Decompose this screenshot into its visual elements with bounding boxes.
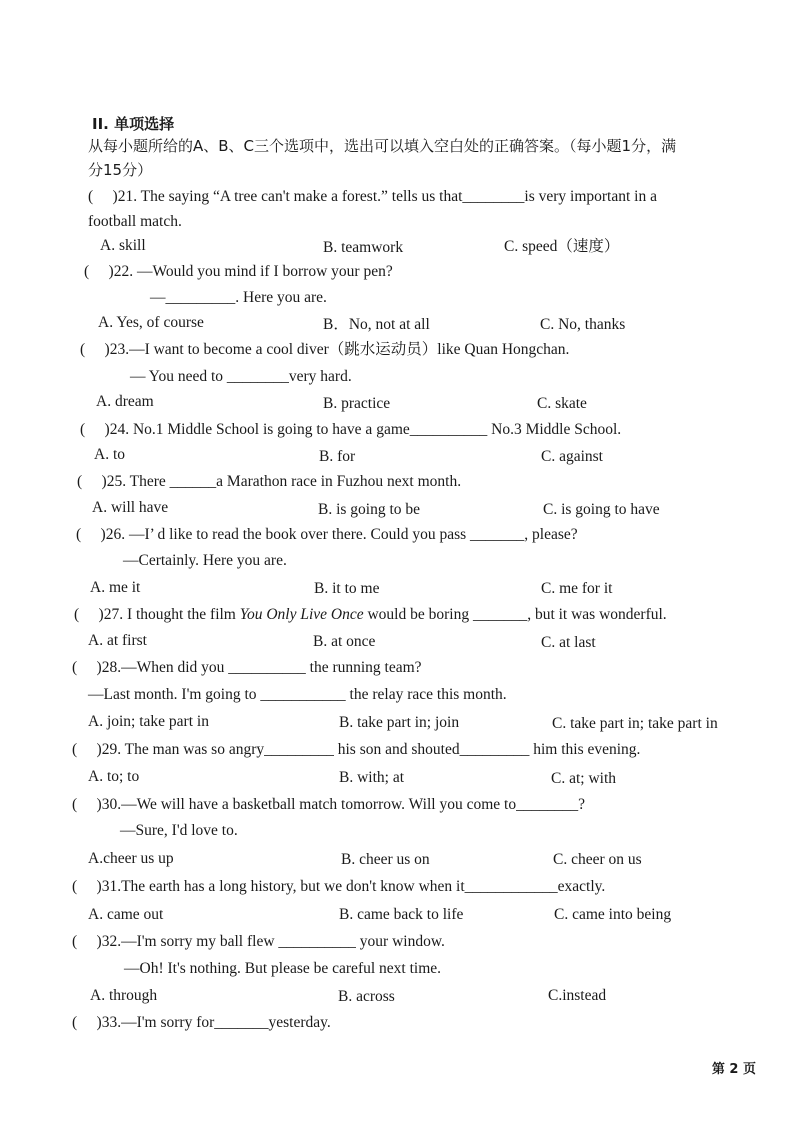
question-23-line-1: ( )23.—I want to become a cool diver（跳水运动员）like Quan Hongchan. [80, 341, 570, 358]
question-26-line-1: ( )26. —I’ d like to read the book over there. Could you pass _______, please? [76, 526, 578, 543]
question-29-line-1: ( )29. The man was so angry_________ his son and shouted_________ him this evening. [72, 741, 641, 758]
question-22-option-c: C. No, thanks [540, 316, 626, 333]
question-31-option-b: B. came back to life [339, 906, 464, 923]
question-29-option-b: B. with; at [339, 769, 405, 786]
question-23-option-a: A. dream [96, 393, 154, 410]
question-22-option-a: A. Yes, of course [98, 314, 204, 331]
question-21-option-b: B. teamwork [323, 239, 404, 256]
question-30-option-b: B. cheer us on [341, 851, 430, 868]
question-24-option-b: B. for [319, 448, 356, 465]
question-30-line-1: ( )30.—We will have a basketball match tomorrow. Will you come to________? [72, 796, 585, 813]
page-number: 第 2 页 [711, 1062, 756, 1077]
instruction-line-2: 分15分） [88, 161, 153, 179]
question-23-line-2: — You need to ________very hard. [130, 368, 352, 385]
question-27-option-c: C. at last [541, 634, 596, 651]
question-32-option-c: C.instead [548, 987, 607, 1004]
question-23-option-b: B. practice [323, 395, 391, 412]
question-30-option-c: C. cheer on us [553, 851, 642, 868]
question-23-option-c: C. skate [537, 395, 587, 412]
question-25-line-1: ( )25. There ______a Marathon race in Fuzhou next month. [77, 473, 462, 490]
question-24-option-a: A. to [94, 446, 125, 463]
question-29-option-c: C. at; with [551, 770, 617, 787]
question-27-option-b: B. at once [313, 633, 376, 650]
question-27-text-pre: ( )27. I thought the film [74, 606, 240, 623]
question-27-text-post: would be boring _______, but it was wonderful. [363, 606, 667, 623]
question-25-option-a: A. will have [92, 499, 169, 516]
question-27-option-a: A. at first [88, 632, 147, 649]
question-28-option-a: A. join; take part in [88, 713, 209, 730]
question-32-option-a: A. through [90, 987, 158, 1004]
question-31-option-c: C. came into being [554, 906, 672, 923]
question-30-option-a: A.cheer us up [88, 850, 174, 867]
question-25-option-c: C. is going to have [543, 501, 660, 518]
question-32-option-b: B. across [338, 988, 395, 1005]
question-33-line-1: ( )33.—I'm sorry for_______yesterday. [72, 1014, 331, 1031]
question-26-option-b: B. it to me [314, 580, 380, 597]
question-24-line-1: ( )24. No.1 Middle School is going to have a game__________ No.3 Middle School. [80, 421, 622, 438]
question-32-line-1: ( )32.—I'm sorry my ball flew __________ your window. [72, 933, 445, 950]
question-22-line-2: —_________. Here you are. [150, 289, 327, 306]
question-28-line-1: ( )28.—When did you __________ the running team? [72, 659, 422, 676]
question-25-option-b: B. is going to be [318, 501, 421, 518]
question-31-line-1: ( )31.The earth has a long history, but we don't know when it____________exactly. [72, 878, 606, 895]
question-21-option-a: A. skill [100, 237, 146, 254]
question-26-option-a: A. me it [90, 579, 141, 596]
question-26-option-c: C. me for it [541, 580, 613, 597]
question-22-line-1: ( )22. —Would you mind if I borrow your pen? [84, 263, 393, 280]
question-21-line-2: football match. [88, 213, 182, 230]
question-27-film-title: You Only Live Once [239, 606, 364, 623]
question-28-line-2: —Last month. I'm going to ___________ the relay race this month. [88, 686, 507, 703]
question-26-line-2: —Certainly. Here you are. [123, 552, 287, 569]
question-21-line-1: ( )21. The saying “A tree can't make a forest.” tells us that________is very important in a [88, 188, 657, 205]
question-22-option-b: B．No, not at all [323, 316, 430, 333]
instruction-line-1: 从每小题所给的A、B、C三个选项中，选出可以填入空白处的正确答案。（每小题1分，满 [88, 137, 677, 155]
question-31-option-a: A. came out [88, 906, 164, 923]
question-24-option-c: C. against [541, 448, 603, 465]
question-27-line-1 [74, 605, 667, 625]
question-28-option-c: C. take part in; take part in [552, 715, 718, 732]
question-32-line-2: —Oh! It's nothing. But please be careful next time. [124, 960, 442, 977]
question-21-option-c: C. speed（速度） [504, 238, 620, 255]
question-30-line-2: —Sure, I'd love to. [120, 822, 238, 839]
section-title: II. 单项选择 [92, 115, 175, 133]
question-28-option-b: B. take part in; join [339, 714, 460, 731]
question-29-option-a: A. to; to [88, 768, 140, 785]
